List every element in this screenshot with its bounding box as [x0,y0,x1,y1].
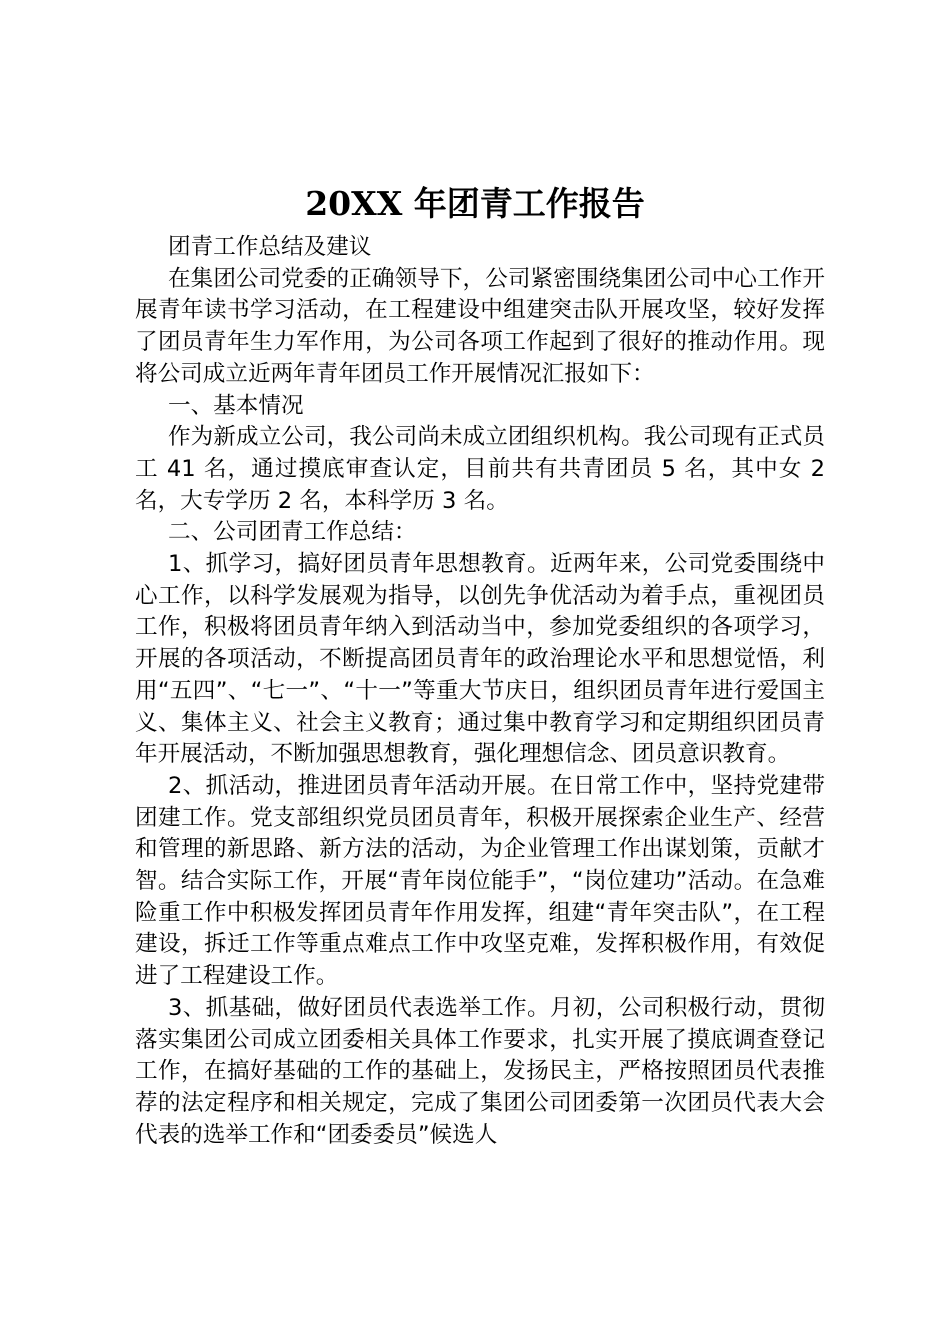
summary-item-2: 2、抓活动，推进团员青年活动开展。在日常工作中，坚持党建带团建工作。党支部组织党员团员青年，积极开展探索企业生产、经营和管理的新思路、新方法的活动，为企业管理工作出谋划策，贡献才智。结合实际工作，开展“青年岗位能手”，“岗位建功”活动。在急难险重工作中积极发挥团员青年作用发挥，组建“青年突击队”，在工程建设，拆迁工作等重点难点工作中攻坚克难，发挥积极作用，有效促进了工程建设工作。 [135,772,825,990]
section-subtitle: 团青工作总结及建议 [168,234,372,260]
summary-item-3: 3、抓基础，做好团员代表选举工作。月初，公司积极行动，贯彻落实集团公司成立团委相关具体工作要求，扎实开展了摸底调查登记工作，在搞好基础的工作的基础上，发扬民主，严格按照团员代表推荐的法定程序和相关规定，完成了集团公司团委第一次团员代表大会代表的选举工作和“团委委员”候选人 [135,994,825,1148]
document-title: 20XX 年团青工作报告 [305,184,645,223]
intro-paragraph: 在集团公司党委的正确领导下，公司紧密围绕集团公司中心工作开展青年读书学习活动，在工程建设中组建突击队开展攻坚，较好发挥了团员青年生力军作用，为公司各项工作起到了很好的推动作用。现将公司成立近两年青年团员工作开展情况汇报如下： [135,265,825,387]
section-heading-summary: 二、公司团青工作总结： [168,519,417,546]
document-body [135,232,825,1151]
section-heading-basic: 一、基本情况 [168,392,304,419]
summary-item-1: 1、抓学习，搞好团员青年思想教育。近两年来，公司党委围绕中心工作，以科学发展观为指导，以创先争优活动为着手点，重视团员工作，积极将团员青年纳入到活动当中，参加党委组织的各项学习，开展的各项活动，不断提高团员青年的政治理论水平和思想觉悟，利用“五四”、“七一”、“十一”等重大节庆日，组织团员青年进行爱国主义、集体主义、社会主义教育；通过集中教育学习和定期组织团员青年开展活动，不断加强思想教育，强化理想信念、团员意识教育。 [135,551,825,768]
basic-info-paragraph: 作为新成立公司，我公司尚未成立团组织机构。我公司现有正式员工 41 名，通过摸底审查认定，目前共有共青团员 5 名，其中女 2 名，大专学历 2 名，本科学历 3 名。 [135,424,825,514]
